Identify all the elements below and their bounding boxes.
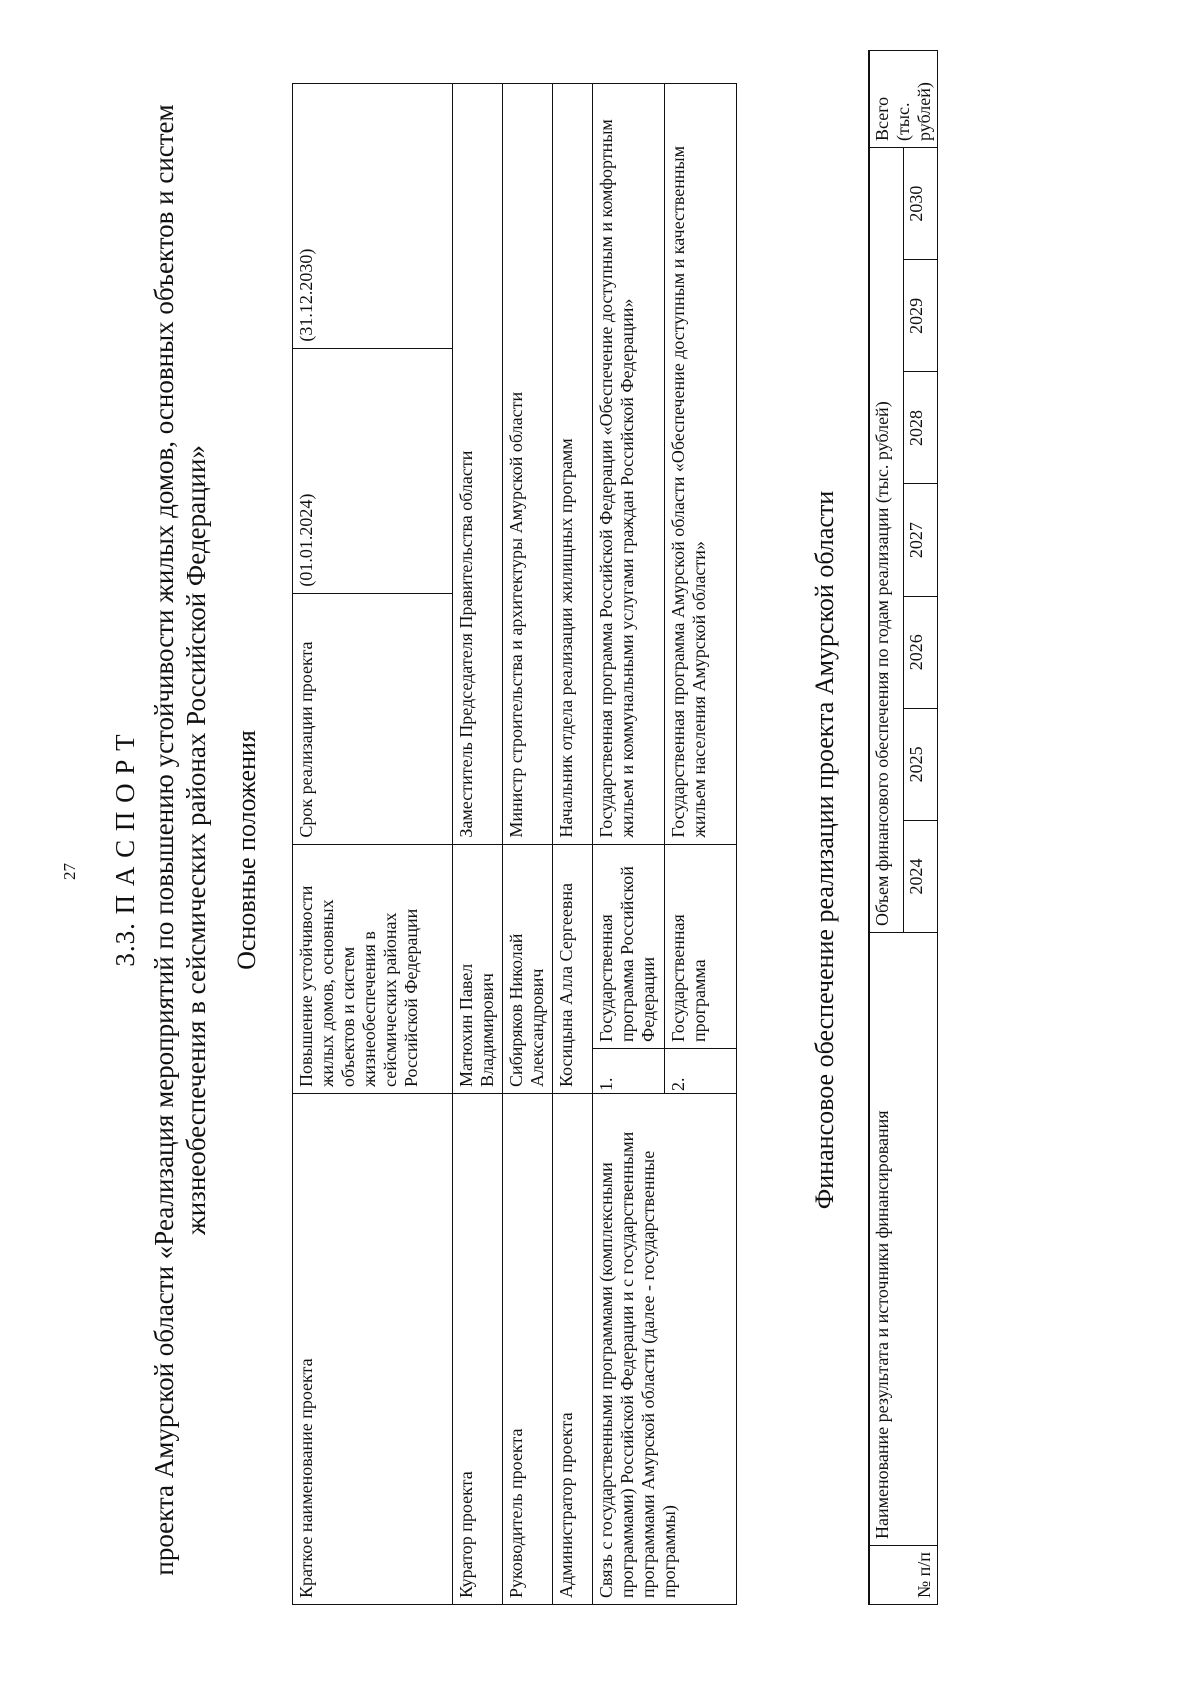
year-2025: 2025 (904, 708, 938, 820)
link-type-2: Государственная программа (665, 844, 737, 1048)
table-row (503, 84, 553, 1605)
col-total-header: Всего (тыс. рублей) (869, 51, 938, 148)
year-2026: 2026 (904, 596, 938, 708)
leader-label: Руководитель проекта (503, 1094, 553, 1605)
curator-position: Заместитель Председателя Правительства области (453, 84, 503, 845)
leader-name: Сибиряков Николай Александрович (503, 844, 553, 1093)
link-type-1: Государственная программа Российской Федерации (593, 844, 665, 1048)
term-end: (31.12.2030) (293, 84, 453, 349)
link-num-1: 1. (593, 1049, 665, 1094)
year-2028: 2028 (904, 372, 938, 484)
section-heading-main: Основные положения (232, 730, 261, 970)
table-row (453, 84, 503, 1605)
link-num-2: 2. (665, 1049, 737, 1094)
curator-label: Куратор проекта (453, 1094, 503, 1605)
leader-position: Министр строительства и архитектуры Амурской области (503, 84, 553, 845)
link-label: Связь с государственными программами (комплексными программами) Российской Федерации и с государственными программами Амурской области (далее - государственные программы) (593, 1094, 737, 1605)
table-row (293, 84, 453, 1605)
section-heading-fin: Финансовое обеспечение реализации проекта Амурской области (810, 490, 839, 1210)
col-volume-header: Объем финансового обеспечения по годам реализации (тыс. рублей) (869, 148, 904, 933)
table-row (593, 84, 665, 1605)
link-name-1: Государственная программа Российской Федерации «Обеспечение доступным и комфортным жильем и коммунальными услугами граждан Российской Федерации» (593, 84, 665, 845)
financing-table (868, 50, 938, 1605)
link-name-2: Государственная программа Амурской области «Обеспечение доступным и качественным жильем населения Амурской области» (665, 84, 737, 845)
page-number: 27 (60, 863, 79, 880)
table-row (869, 51, 904, 1605)
year-2029: 2029 (904, 260, 938, 372)
passport-subtitle: проекта Амурской области «Реализация мероприятий по повышению устойчивости жилых домов, основных объектов и систем жизнеобеспечения в сейсмических районах Российской Федерации» (149, 104, 211, 1576)
col-name-header: Наименование результата и источники финансирования (869, 933, 938, 1546)
admin-label: Администратор проекта (553, 1094, 593, 1605)
year-2030: 2030 (904, 148, 938, 260)
year-2027: 2027 (904, 484, 938, 596)
table-row (553, 84, 593, 1605)
term-label: Срок реализации проекта (293, 593, 453, 844)
short-name-label: Краткое наименование проекта (293, 1094, 453, 1605)
term-start: (01.01.2024) (293, 348, 453, 593)
col-num-header: № п/п (869, 1546, 938, 1605)
admin-name: Косицына Алла Сергеевна (553, 844, 593, 1093)
passport-title: 3.3. П А С П О Р Т (110, 733, 140, 967)
short-name-value: Повышение устойчивости жилых домов, основных объектов и систем жизнеобеспечения в сейсмических районах Российской Федерации (293, 844, 453, 1093)
year-2024: 2024 (904, 820, 938, 932)
curator-name: Матюхин Павел Владимирович (453, 844, 503, 1093)
admin-position: Начальник отдела реализации жилищных программ (553, 84, 593, 845)
main-provisions-table (292, 83, 737, 1605)
